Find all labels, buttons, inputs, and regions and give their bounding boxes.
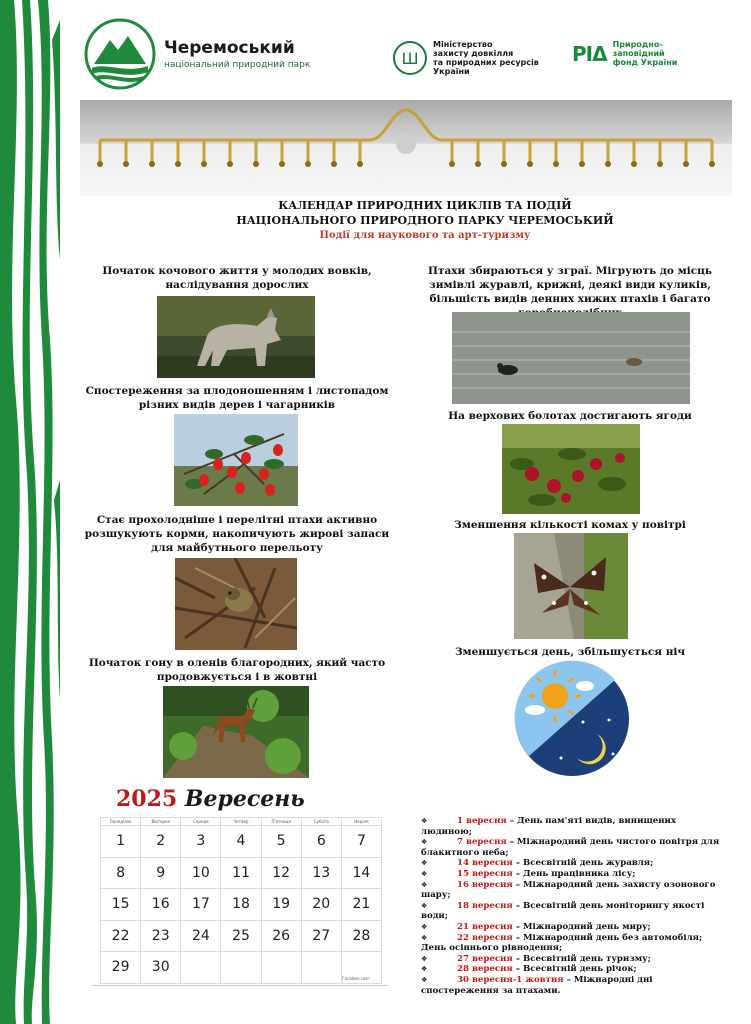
- weekday-label: Понеділок: [101, 818, 141, 826]
- calendar-day: [181, 952, 221, 984]
- calendar-day: 11: [221, 857, 261, 889]
- holiday-date: 18 вересня: [457, 900, 513, 911]
- calendar-day: 6: [301, 826, 341, 858]
- holiday-item: [421, 858, 721, 869]
- fund-line: фонд України: [612, 58, 678, 67]
- holiday-date: 1 вересня: [457, 816, 507, 826]
- water-birds-photo: [452, 312, 690, 404]
- diamond-bullet-icon: ❖: [421, 954, 428, 963]
- event-caption-insects: Зменшення кількості комах у повітрі: [454, 519, 686, 531]
- diamond-bullet-icon: ❖: [421, 838, 428, 847]
- holiday-date: 28 вересня: [457, 964, 513, 975]
- month-calendar: [100, 817, 382, 984]
- weekday-label: П'ятниця: [261, 818, 301, 826]
- diamond-bullet-icon: ❖: [421, 933, 428, 942]
- calendar-day: 13: [301, 857, 341, 889]
- calendar-day: 14: [341, 857, 381, 889]
- holiday-item: [421, 901, 721, 922]
- calendar-day: 29: [101, 952, 141, 984]
- calendar-footer: Гасаймо свет: [342, 976, 371, 981]
- event-caption-wolves: Початок кочового життя у молодих вовків, наслідування дорослих: [102, 265, 372, 291]
- calendar-day: 8: [101, 857, 141, 889]
- wolf-photo: [157, 296, 315, 378]
- holiday-item: [421, 964, 721, 975]
- weekday-label: Субота: [301, 818, 341, 826]
- calendar-day: 25: [221, 920, 261, 952]
- event-caption-cranberries: На верхових болотах достигають ягоди: [448, 410, 692, 422]
- diamond-bullet-icon: ❖: [421, 869, 428, 878]
- park-subtitle: національний природний парк: [164, 60, 311, 70]
- diamond-bullet-icon: ❖: [421, 975, 428, 984]
- mountain-logo-icon: [84, 18, 156, 90]
- holiday-date: 16 вересня: [457, 879, 513, 890]
- diamond-bullet-icon: ❖: [421, 901, 428, 910]
- calendar-day: 18: [221, 889, 261, 921]
- weekday-label: Четвер: [221, 818, 261, 826]
- holiday-item: [421, 880, 721, 901]
- calendar-title: [116, 786, 305, 812]
- holiday-text: – Міжнародні дні спостереження за птахами.: [421, 974, 653, 996]
- ministry-line: Міністерство: [433, 40, 493, 49]
- calendar-binding-banner: [80, 100, 732, 196]
- holiday-item: [421, 975, 721, 996]
- holiday-text: – Всесвітній день туризму;: [512, 953, 651, 964]
- holidays-list: [421, 816, 721, 996]
- diamond-bullet-icon: ❖: [421, 880, 428, 889]
- calendar-day: 10: [181, 857, 221, 889]
- calendar-day: 16: [141, 889, 181, 921]
- calendar-day: 15: [101, 889, 141, 921]
- calendar-day: 4: [221, 826, 261, 858]
- fund-line: заповідний: [612, 49, 665, 58]
- calendar-day: [261, 952, 301, 984]
- decorative-stripes: [0, 0, 60, 1024]
- calendar-day: 20: [301, 889, 341, 921]
- holiday-date: 27 вересня: [457, 953, 513, 964]
- bird-photo: [175, 558, 297, 650]
- park-name: Черемоський: [164, 38, 295, 58]
- calendar-day: 12: [261, 857, 301, 889]
- trident-icon: Ш: [393, 41, 427, 75]
- fund-mark: PIΔ: [572, 41, 607, 66]
- weekday-label: Середа: [181, 818, 221, 826]
- calendar-day: 24: [181, 920, 221, 952]
- holiday-text: – Міжнародний день миру;: [512, 921, 651, 932]
- calendar-day: 2: [141, 826, 181, 858]
- calendar-day: 9: [141, 857, 181, 889]
- event-caption-bird-flocks: Птахи збираються у зграї. Мігрують до місць зимівлі журавлі, крижні, деякі види куликів, більшість видів денних хижих птахів і багато: [428, 265, 712, 305]
- diamond-bullet-icon: ❖: [421, 965, 428, 974]
- calendar-day: 23: [141, 920, 181, 952]
- event-caption-fruiting: Спостереження за плодоношенням і листопадом різних видів дерев і чагарників: [85, 385, 389, 411]
- holiday-text: – Міжнародний день без автомобіля; День осіннього рівнодення;: [421, 932, 703, 954]
- fund-line: Природно-: [612, 40, 663, 49]
- diamond-bullet-icon: ❖: [421, 859, 428, 868]
- deer-photo: [163, 686, 309, 778]
- calendar-month: Вересень: [184, 786, 305, 812]
- calendar-day: [221, 952, 261, 984]
- diamond-bullet-icon: ❖: [421, 817, 428, 825]
- calendar-day: 1: [101, 826, 141, 858]
- calendar-day: 19: [261, 889, 301, 921]
- calendar-day: 17: [181, 889, 221, 921]
- calendar-day: 7: [341, 826, 381, 858]
- calendar-day: 30: [141, 952, 181, 984]
- fund-logo: [572, 40, 677, 67]
- event-caption-daylight: Зменшується день, збільшується ніч: [454, 646, 686, 658]
- title-line: НАЦІОНАЛЬНОГО ПРИРОДНОГО ПАРКУ ЧЕРЕМОСЬКИЙ: [236, 214, 614, 227]
- calendar-day: 22: [101, 920, 141, 952]
- holiday-text: – День працівника лісу;: [512, 868, 636, 879]
- holiday-date: 15 вересня: [457, 868, 513, 879]
- holiday-text: – Всесвітній день річок;: [512, 964, 637, 975]
- diamond-bullet-icon: ❖: [421, 922, 428, 931]
- calendar-day: 28: [341, 920, 381, 952]
- holiday-date: 7 вересня: [457, 837, 507, 848]
- calendar-day: 21: [341, 889, 381, 921]
- butterfly-photo: [514, 533, 628, 639]
- ministry-line: захисту довкілля: [433, 49, 514, 58]
- calendar-day: 26: [261, 920, 301, 952]
- holiday-text: – Всесвітній день журавля;: [512, 858, 654, 869]
- holiday-item: [421, 922, 721, 933]
- holiday-date: 30 вересня-1 жовтня: [457, 974, 564, 985]
- ministry-line: та природних ресурсів: [433, 58, 539, 67]
- holiday-item: [421, 954, 721, 965]
- holiday-text: – День пам'яті видів, винищених людиною;: [421, 816, 677, 837]
- calendar-day: 5: [261, 826, 301, 858]
- calendar-year: 2025: [116, 786, 178, 812]
- holiday-date: 22 вересня: [457, 932, 513, 943]
- calendar-day: 3: [181, 826, 221, 858]
- calendar-day: 27: [301, 920, 341, 952]
- holiday-item: [421, 816, 721, 837]
- holiday-date: 21 вересня: [457, 921, 513, 932]
- ministry-line: України: [433, 67, 470, 76]
- holiday-item: [421, 933, 721, 954]
- cranberry-photo: [502, 424, 640, 514]
- park-logo: [84, 18, 310, 90]
- calendar-divider: [92, 985, 388, 986]
- holiday-item: [421, 869, 721, 880]
- title-line: КАЛЕНДАР ПРИРОДНИХ ЦИКЛІВ ТА ПОДІЙ: [278, 199, 572, 212]
- rosehip-photo: [174, 414, 298, 506]
- day-night-icon: [513, 660, 631, 778]
- weekday-label: Вівторок: [141, 818, 181, 826]
- holiday-text: – Міжнародний день захисту озонового шару;: [421, 879, 716, 901]
- weekday-label: Неділя: [341, 818, 381, 826]
- page-title: [180, 198, 670, 243]
- event-caption-deer-rut: Початок гону в оленів благородних, який часто продовжується і в жовтні: [88, 657, 386, 683]
- page-subtitle: Події для наукового та арт-туризму: [319, 230, 531, 241]
- calendar-day: [301, 952, 341, 984]
- ministry-logo: [393, 40, 539, 76]
- event-caption-birds-feeding: Стає прохолодніше і перелітні птахи активно розшукують корми, накопичують жирові запаси для майбутнього перельоту: [84, 514, 390, 554]
- holiday-text: – Всесвітній день моніторингу якості води;: [421, 900, 705, 922]
- holiday-text: – Міжнародний день чистого повітря для блакитного неба;: [421, 837, 720, 858]
- holiday-item: [421, 837, 721, 858]
- holiday-date: 14 вересня: [457, 858, 513, 869]
